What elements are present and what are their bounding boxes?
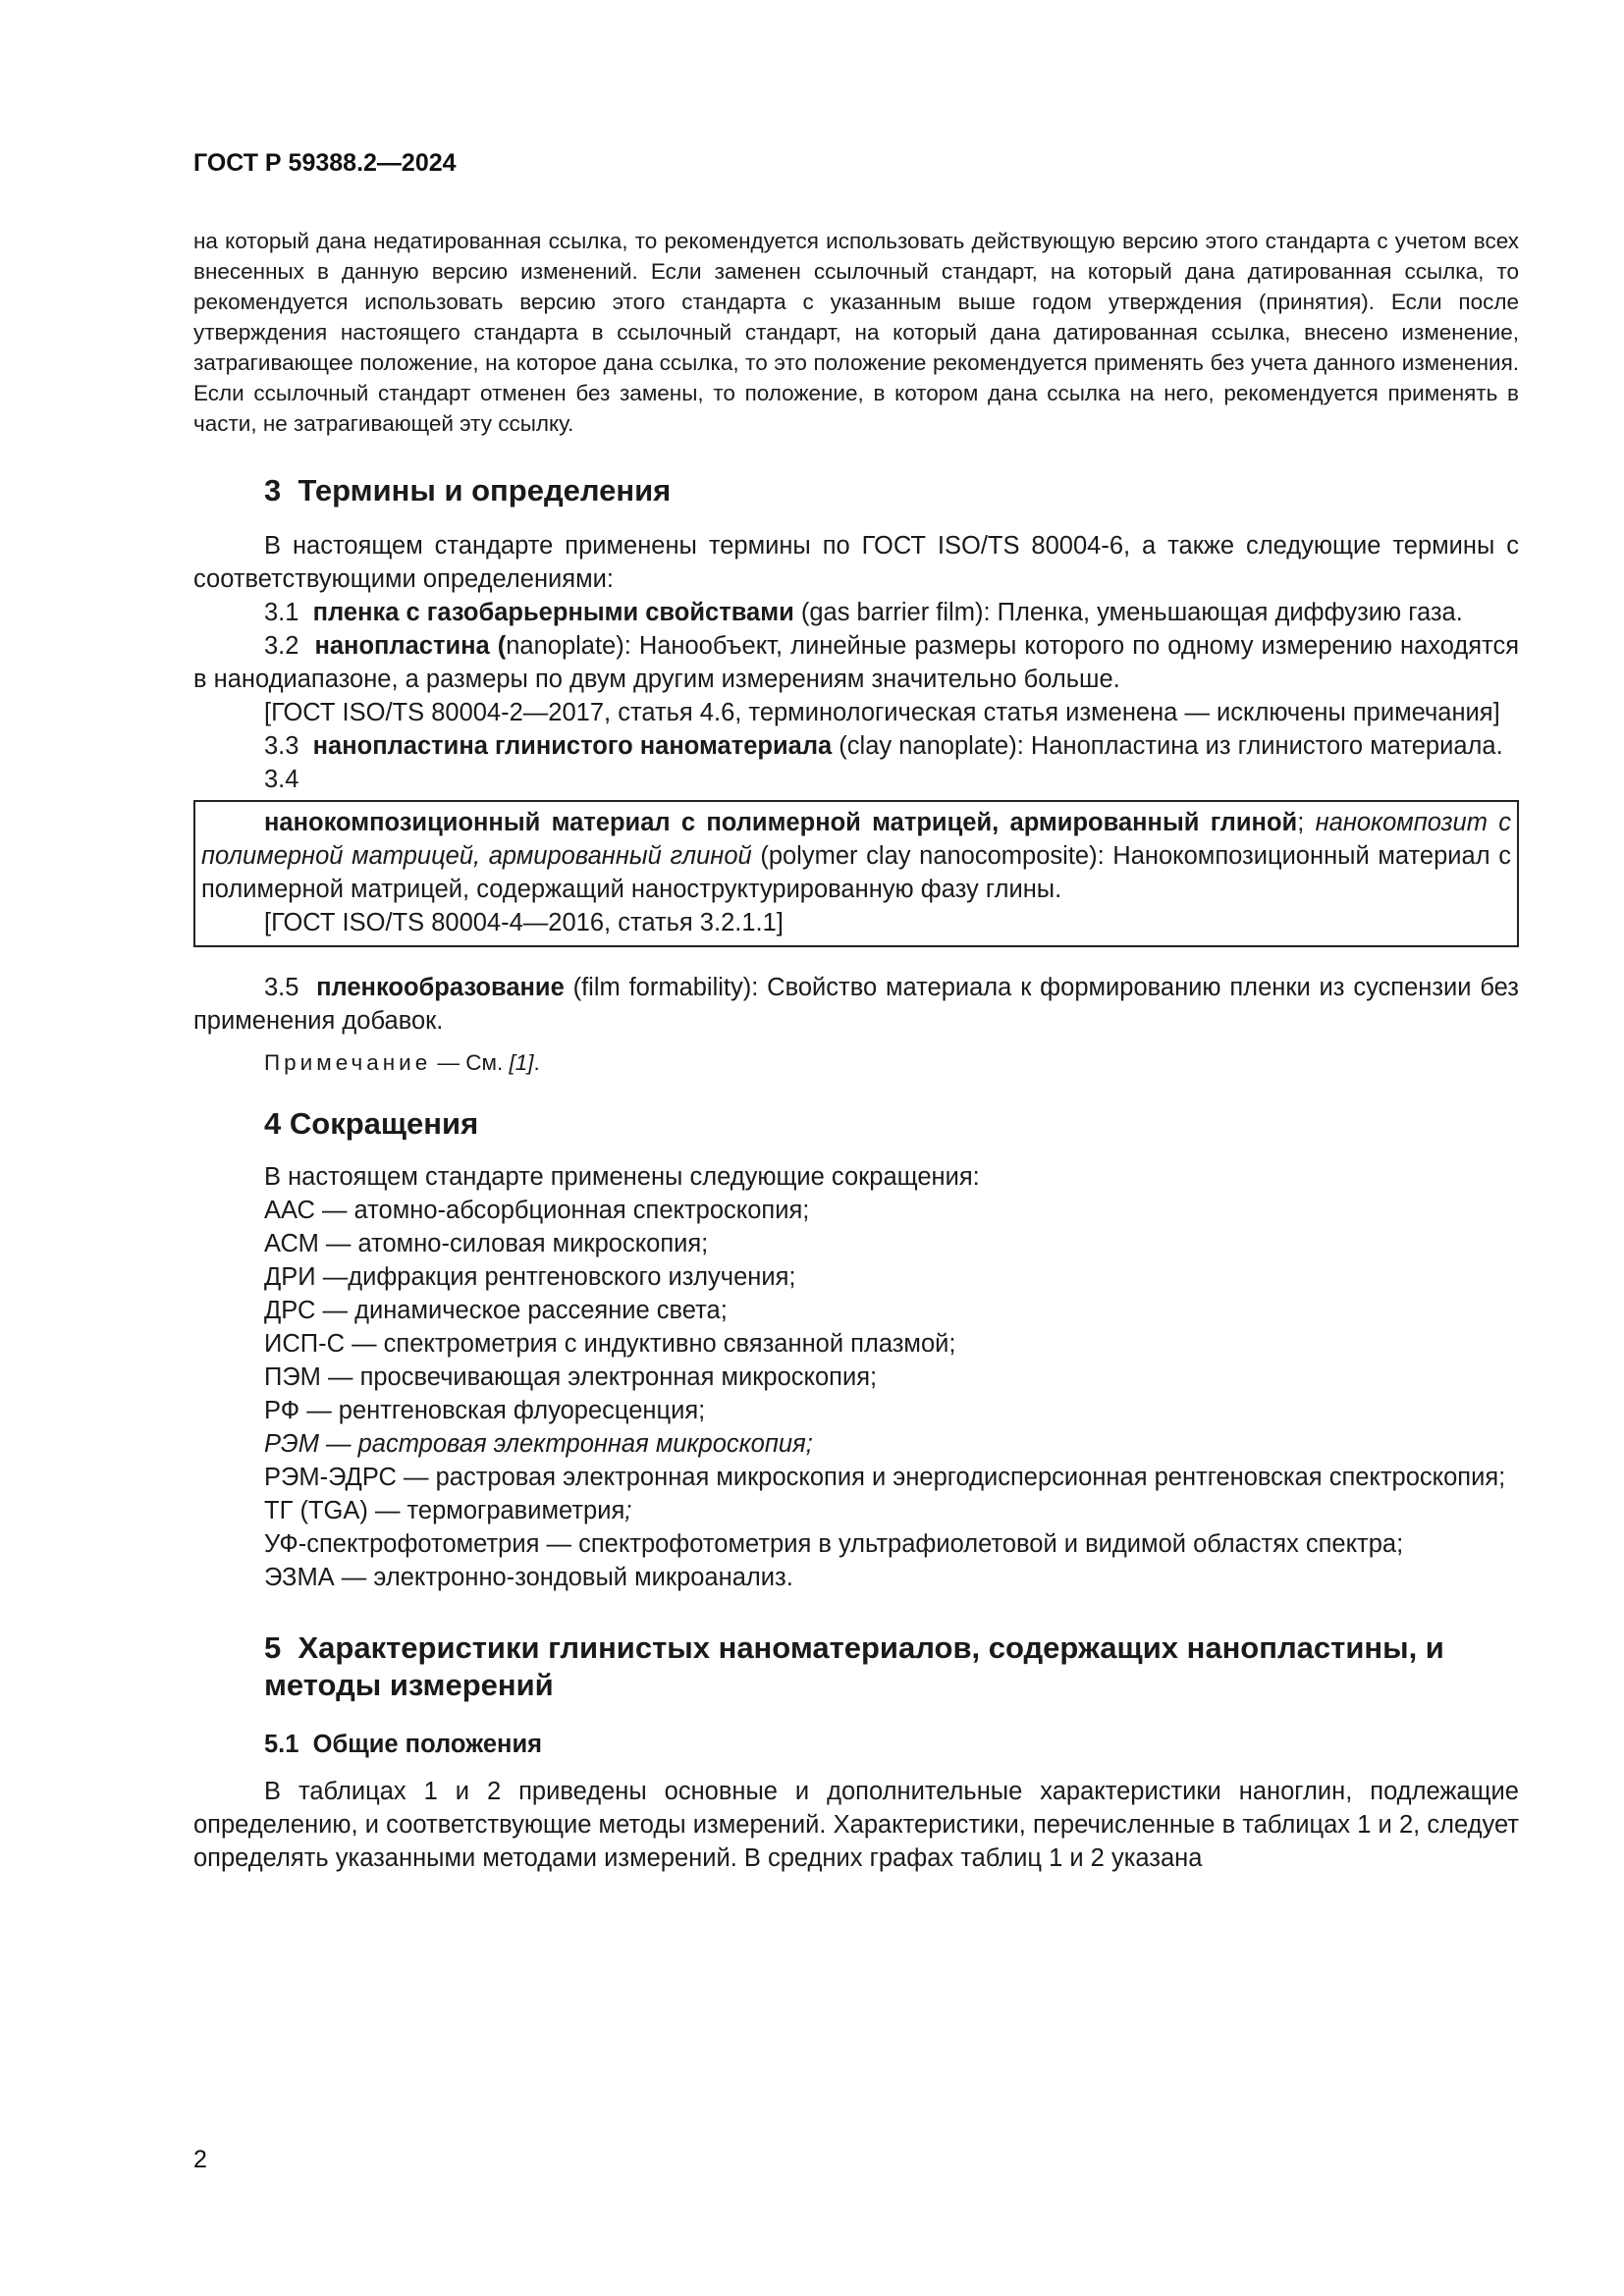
section-4-number: 4 xyxy=(264,1106,282,1141)
intro-block xyxy=(193,226,1519,439)
term-3-2: 3.2 нанопластина (nanoplate): Нанообъект, линейные размеры которого по одному измерению находятся в нанодиапазоне, а размеры по двум другим измерениям значительно больше. xyxy=(193,632,1519,693)
section-4-title: Сокращения xyxy=(289,1106,479,1141)
term-3-2-name: нанопластина ( xyxy=(314,632,507,660)
section-3-title: Термины и определения xyxy=(298,473,672,507)
term-3-2-source: [ГОСТ ISO/TS 80004-2—2017, статья 4.6, терминологическая статья изменена — исключены примечания] xyxy=(264,699,1500,726)
section-3-lead: В настоящем стандарте применены термины по ГОСТ ISO/TS 80004-6, а также следующие термины с соответствующими определениями: xyxy=(193,532,1519,593)
section-3 xyxy=(193,472,1519,1078)
section-4-lead: В настоящем стандарте применены следующие сокращения: xyxy=(264,1163,980,1191)
abbr-item: ИСП-С — спектрометрия с индуктивно связанной плазмой; xyxy=(264,1330,956,1358)
subsection-5-1-number: 5.1 xyxy=(264,1731,299,1758)
abbr-item: ЭЗМА — электронно-зондовый микроанализ. xyxy=(264,1564,793,1591)
section-3-number: 3 xyxy=(264,473,282,507)
abbr-item: ДРС — динамическое рассеяние света; xyxy=(264,1297,728,1324)
term-3-5-name: пленкообразование xyxy=(316,974,565,1001)
subsection-5-1-title: Общие положения xyxy=(312,1731,542,1758)
abbr-item: УФ-спектрофотометрия — спектрофотометрия в ультрафиолетовой и видимой областях спектра; xyxy=(264,1530,1404,1558)
section-5-paragraph: В таблицах 1 и 2 приведены основные и дополнительные характеристики наноглин, подлежащие определению, и соответствующие методы измерений. Характеристики, перечисленные в таблицах 1 и 2, следует определять указанными методами измерений. В средних графах таблиц 1 и 2 указана xyxy=(193,1778,1519,1872)
document-header: ГОСТ Р 59388.2—2024 xyxy=(193,149,457,177)
abbr-item: РЭМ — растровая электронная микроскопия; xyxy=(264,1430,813,1458)
abbr-item: РЭМ-ЭДРС — растровая электронная микроскопия и энергодисперсионная рентгеновская спектроскопия; xyxy=(264,1464,1506,1491)
section-4-heading xyxy=(193,1105,1519,1143)
term-3-3-name: нанопластина глинистого наноматериала xyxy=(312,732,833,760)
abbr-item: ТГ (TGA) — термогравиметрия; xyxy=(264,1497,632,1524)
note-label: Примечание xyxy=(264,1050,432,1075)
abbr-item: ААС — атомно-абсорбционная спектроскопия; xyxy=(264,1197,810,1224)
section-5-title: Характеристики глинистых наноматериалов, содержащих нанопластины, и методы измерений xyxy=(264,1630,1444,1702)
term-3-4-number: 3.4 xyxy=(264,766,299,793)
term-3-1-name: пленка с газобарьерными свойствами xyxy=(312,599,794,626)
term-3-4-source: [ГОСТ ISO/TS 80004-4—2016, статья 3.2.1.1] xyxy=(264,909,784,936)
section-5 xyxy=(193,1629,1519,1875)
term-3-3: 3.3 нанопластина глинистого наноматериала (clay nanoplate): Нанопластина из глинистого материала. xyxy=(264,732,1503,760)
abbr-item: ДРИ —дифракция рентгеновского излучения; xyxy=(264,1263,796,1291)
term-3-4-synonym: нанокомпозит с полимерной матрицей, армированный глиной xyxy=(201,809,1511,870)
page-content xyxy=(193,226,1519,1875)
page-number: 2 xyxy=(193,2146,207,2173)
section-5-heading xyxy=(193,1629,1519,1704)
term-3-4-definition: нанокомпозиционный материал с полимерной матрицей, армированный глиной; нанокомпозит с полимерной матрицей, армированный глиной (polymer clay nanocomposite): Нанокомпозиционный материал с полимерной матрицей, содержащий наноструктурированную фазу глины. xyxy=(201,809,1511,903)
term-3-5: 3.5 пленкообразование (film formability): Свойство материала к формированию пленки из суспензии без применения добавок. xyxy=(193,974,1519,1035)
subsection-5-1-heading xyxy=(193,1728,1519,1761)
term-3-1: 3.1 пленка с газобарьерными свойствами (gas barrier film): Пленка, уменьшающая диффузию газа. xyxy=(264,599,1463,626)
term-3-4-box xyxy=(193,800,1519,947)
note-reference[interactable]: [1] xyxy=(509,1050,534,1075)
abbr-item: ПЭМ — просвечивающая электронная микроскопия; xyxy=(264,1363,878,1391)
term-3-4-name: нанокомпозиционный материал с полимерной матрицей, армированный глиной xyxy=(264,809,1298,836)
section-3-heading xyxy=(193,472,1519,509)
abbr-item: АСМ — атомно-силовая микроскопия; xyxy=(264,1230,709,1257)
abbr-item: РФ — рентгеновская флуоресценция; xyxy=(264,1397,706,1424)
section-4 xyxy=(193,1105,1519,1594)
section-5-number: 5 xyxy=(264,1630,282,1665)
intro-paragraph: на который дана недатированная ссылка, то рекомендуется использовать действующую версию этого стандарта с учетом всех внесенных в данную версию изменений. Если заменен ссылочный стандарт, на который дана датированная ссылка, то рекомендуется использовать версию этого стандарта с указанным выше годом утверждения (принятия). Если после утверждения настоящего стандарта в ссылочный стандарт, на который дана датированная ссылка, внесено изменение, затрагивающее положение, на которое дана ссылка, то это положение рекомендуется применять без учета данного изменения. Если ссылочный стандарт отменен без замены, то положение, в котором дана ссылка на него, рекомендуется применять в части, не затрагивающей эту ссылку. xyxy=(193,229,1519,436)
note: Примечание — См. [1]. xyxy=(264,1050,540,1075)
